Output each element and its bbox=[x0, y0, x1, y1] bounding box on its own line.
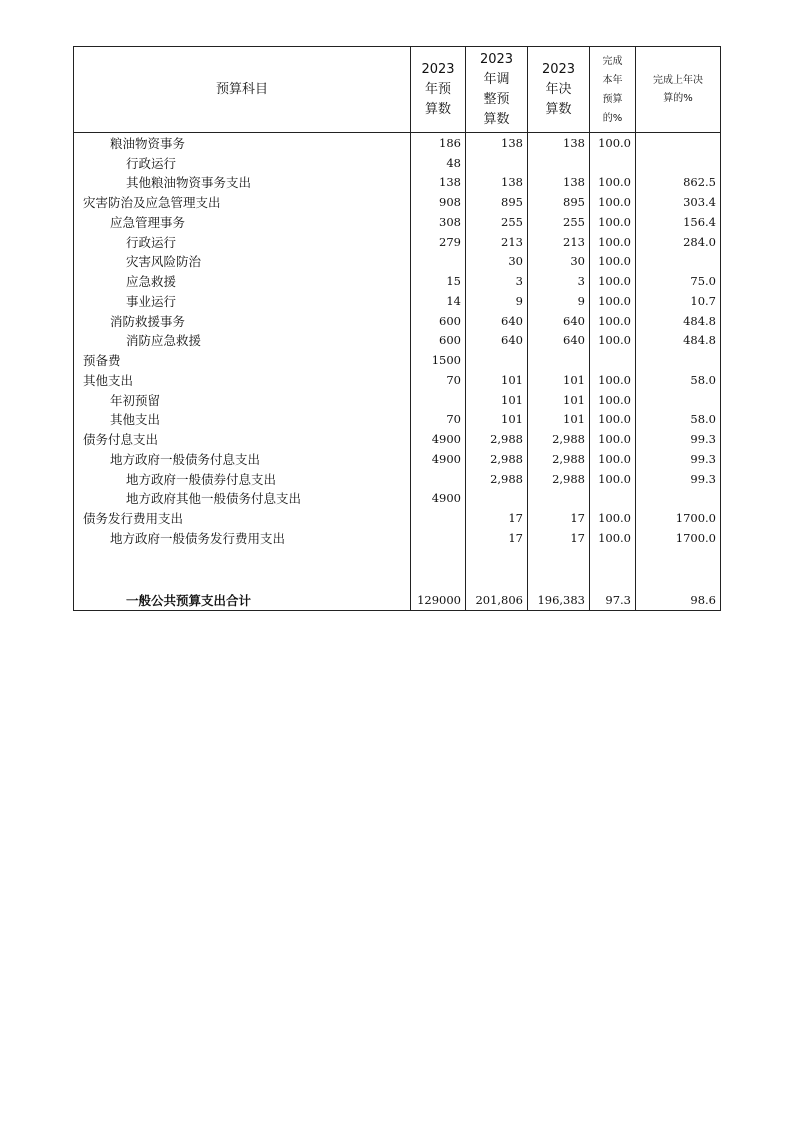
table-row bbox=[74, 232, 721, 252]
cell-prev-year-rate bbox=[636, 133, 721, 153]
cell-budget: 4900 bbox=[411, 449, 466, 469]
cell-subject: 地方政府一般债务发行费用支出 bbox=[74, 528, 411, 548]
table-row bbox=[74, 370, 721, 390]
cell-prev-year-rate: 1700.0 bbox=[636, 508, 721, 528]
cell-adjusted-budget: 3 bbox=[466, 271, 528, 291]
cell-completion-rate bbox=[590, 350, 636, 370]
cell-final-accounts: 255 bbox=[528, 212, 590, 232]
cell-adjusted-budget: 101 bbox=[466, 370, 528, 390]
cell-budget: 4900 bbox=[411, 429, 466, 449]
header-budget: 2023 年预 算数 bbox=[411, 47, 466, 133]
cell-adjusted-budget: 255 bbox=[466, 212, 528, 232]
cell-prev-year-rate: 58.0 bbox=[636, 410, 721, 430]
table-body bbox=[74, 133, 721, 611]
cell-adjusted-budget: 2,988 bbox=[466, 469, 528, 489]
cell-final-accounts: 17 bbox=[528, 528, 590, 548]
cell-subject: 年初预留 bbox=[74, 390, 411, 410]
cell-budget: 14 bbox=[411, 291, 466, 311]
cell-prev-year-rate bbox=[636, 390, 721, 410]
cell-completion-rate: 100.0 bbox=[590, 410, 636, 430]
cell-prev-year-rate: 284.0 bbox=[636, 232, 721, 252]
table-row bbox=[74, 212, 721, 232]
cell-completion-rate: 100.0 bbox=[590, 311, 636, 331]
cell-adjusted-budget bbox=[466, 489, 528, 509]
cell-adjusted-budget: 640 bbox=[466, 311, 528, 331]
cell-prev-year-rate: 99.3 bbox=[636, 469, 721, 489]
cell-subject: 行政运行 bbox=[74, 232, 411, 252]
cell-subject: 粮油物资事务 bbox=[74, 133, 411, 153]
cell-subject: 灾害防治及应急管理支出 bbox=[74, 192, 411, 212]
cell-final-accounts: 2,988 bbox=[528, 429, 590, 449]
cell-subject: 消防救援事务 bbox=[74, 311, 411, 331]
cell-completion-rate: 100.0 bbox=[590, 331, 636, 351]
cell-budget: 279 bbox=[411, 232, 466, 252]
cell-budget bbox=[411, 469, 466, 489]
cell-prev-year-rate: 10.7 bbox=[636, 291, 721, 311]
cell-completion-rate: 100.0 bbox=[590, 133, 636, 153]
cell-subject: 应急救援 bbox=[74, 271, 411, 291]
empty-cell bbox=[466, 548, 528, 590]
cell-subject: 地方政府其他一般债务付息支出 bbox=[74, 489, 411, 509]
cell-adjusted-budget: 30 bbox=[466, 252, 528, 272]
cell-final-accounts: 30 bbox=[528, 252, 590, 272]
empty-cell bbox=[636, 548, 721, 590]
table-row bbox=[74, 489, 721, 509]
table-row bbox=[74, 410, 721, 430]
cell-final-accounts: 138 bbox=[528, 173, 590, 193]
cell-budget bbox=[411, 528, 466, 548]
cell-final-accounts: 101 bbox=[528, 370, 590, 390]
cell-adjusted-budget bbox=[466, 350, 528, 370]
total-label: 一般公共预算支出合计 bbox=[74, 590, 411, 611]
header-completion-rate-prev-year: 完成上年决 算的% bbox=[636, 47, 721, 133]
total-row bbox=[74, 590, 721, 611]
cell-prev-year-rate: 484.8 bbox=[636, 311, 721, 331]
cell-adjusted-budget: 138 bbox=[466, 133, 528, 153]
cell-completion-rate: 100.0 bbox=[590, 508, 636, 528]
empty-cell bbox=[74, 548, 411, 590]
empty-cell bbox=[528, 548, 590, 590]
cell-budget: 308 bbox=[411, 212, 466, 232]
table-row bbox=[74, 133, 721, 153]
table-row bbox=[74, 429, 721, 449]
total-cell-budget: 129000 bbox=[411, 590, 466, 611]
cell-budget: 600 bbox=[411, 311, 466, 331]
total-cell-adjusted-budget: 201,806 bbox=[466, 590, 528, 611]
cell-completion-rate: 100.0 bbox=[590, 291, 636, 311]
table-row bbox=[74, 331, 721, 351]
table-row bbox=[74, 153, 721, 173]
cell-budget: 70 bbox=[411, 410, 466, 430]
cell-adjusted-budget: 101 bbox=[466, 410, 528, 430]
table-row bbox=[74, 449, 721, 469]
cell-adjusted-budget: 17 bbox=[466, 508, 528, 528]
cell-subject: 事业运行 bbox=[74, 291, 411, 311]
cell-completion-rate: 100.0 bbox=[590, 449, 636, 469]
cell-completion-rate bbox=[590, 153, 636, 173]
cell-final-accounts: 138 bbox=[528, 133, 590, 153]
cell-subject: 债务付息支出 bbox=[74, 429, 411, 449]
cell-final-accounts: 895 bbox=[528, 192, 590, 212]
cell-subject: 灾害风险防治 bbox=[74, 252, 411, 272]
cell-completion-rate bbox=[590, 489, 636, 509]
cell-prev-year-rate: 99.3 bbox=[636, 429, 721, 449]
cell-final-accounts: 9 bbox=[528, 291, 590, 311]
empty-cell bbox=[411, 548, 466, 590]
cell-subject: 行政运行 bbox=[74, 153, 411, 173]
cell-budget: 4900 bbox=[411, 489, 466, 509]
cell-adjusted-budget: 213 bbox=[466, 232, 528, 252]
cell-prev-year-rate: 99.3 bbox=[636, 449, 721, 469]
cell-adjusted-budget: 895 bbox=[466, 192, 528, 212]
cell-budget bbox=[411, 252, 466, 272]
cell-subject: 应急管理事务 bbox=[74, 212, 411, 232]
cell-prev-year-rate: 58.0 bbox=[636, 370, 721, 390]
header-subject: 预算科目 bbox=[74, 47, 411, 133]
cell-prev-year-rate: 1700.0 bbox=[636, 528, 721, 548]
empty-cell bbox=[590, 548, 636, 590]
table-row bbox=[74, 469, 721, 489]
total-cell-final-accounts: 196,383 bbox=[528, 590, 590, 611]
cell-budget: 186 bbox=[411, 133, 466, 153]
table-row bbox=[74, 271, 721, 291]
table-row bbox=[74, 192, 721, 212]
cell-budget: 138 bbox=[411, 173, 466, 193]
cell-final-accounts: 2,988 bbox=[528, 469, 590, 489]
cell-budget: 70 bbox=[411, 370, 466, 390]
cell-adjusted-budget: 9 bbox=[466, 291, 528, 311]
total-cell-completion-rate: 97.3 bbox=[590, 590, 636, 611]
cell-completion-rate: 100.0 bbox=[590, 429, 636, 449]
header-final-accounts: 2023 年决 算数 bbox=[528, 47, 590, 133]
cell-completion-rate: 100.0 bbox=[590, 192, 636, 212]
table-row bbox=[74, 528, 721, 548]
table-row bbox=[74, 350, 721, 370]
cell-budget: 48 bbox=[411, 153, 466, 173]
cell-prev-year-rate bbox=[636, 350, 721, 370]
cell-budget: 15 bbox=[411, 271, 466, 291]
cell-final-accounts: 101 bbox=[528, 410, 590, 430]
cell-subject: 地方政府一般债务付息支出 bbox=[74, 449, 411, 469]
cell-final-accounts: 3 bbox=[528, 271, 590, 291]
cell-subject: 其他支出 bbox=[74, 370, 411, 390]
cell-prev-year-rate bbox=[636, 489, 721, 509]
cell-completion-rate: 100.0 bbox=[590, 390, 636, 410]
cell-prev-year-rate: 156.4 bbox=[636, 212, 721, 232]
cell-prev-year-rate bbox=[636, 252, 721, 272]
cell-prev-year-rate: 75.0 bbox=[636, 271, 721, 291]
cell-final-accounts bbox=[528, 153, 590, 173]
table-header-row bbox=[74, 47, 721, 133]
cell-final-accounts: 213 bbox=[528, 232, 590, 252]
header-adjusted-budget: 2023 年调 整预 算数 bbox=[466, 47, 528, 133]
table-row bbox=[74, 252, 721, 272]
cell-final-accounts: 17 bbox=[528, 508, 590, 528]
cell-budget: 908 bbox=[411, 192, 466, 212]
table-row bbox=[74, 173, 721, 193]
cell-adjusted-budget: 17 bbox=[466, 528, 528, 548]
cell-budget: 600 bbox=[411, 331, 466, 351]
table-row bbox=[74, 311, 721, 331]
cell-final-accounts bbox=[528, 350, 590, 370]
cell-subject: 其他支出 bbox=[74, 410, 411, 430]
cell-adjusted-budget: 2,988 bbox=[466, 429, 528, 449]
spacer-row bbox=[74, 548, 721, 590]
cell-final-accounts bbox=[528, 489, 590, 509]
total-cell-prev-year-rate: 98.6 bbox=[636, 590, 721, 611]
cell-budget bbox=[411, 390, 466, 410]
cell-budget: 1500 bbox=[411, 350, 466, 370]
table-row bbox=[74, 291, 721, 311]
cell-final-accounts: 2,988 bbox=[528, 449, 590, 469]
cell-completion-rate: 100.0 bbox=[590, 370, 636, 390]
cell-budget bbox=[411, 508, 466, 528]
cell-prev-year-rate bbox=[636, 153, 721, 173]
cell-completion-rate: 100.0 bbox=[590, 173, 636, 193]
cell-subject: 其他粮油物资事务支出 bbox=[74, 173, 411, 193]
cell-subject: 债务发行费用支出 bbox=[74, 508, 411, 528]
cell-adjusted-budget: 2,988 bbox=[466, 449, 528, 469]
table-row bbox=[74, 508, 721, 528]
cell-adjusted-budget: 640 bbox=[466, 331, 528, 351]
cell-subject: 预备费 bbox=[74, 350, 411, 370]
cell-completion-rate: 100.0 bbox=[590, 469, 636, 489]
cell-final-accounts: 640 bbox=[528, 311, 590, 331]
cell-adjusted-budget: 138 bbox=[466, 173, 528, 193]
cell-subject: 消防应急救援 bbox=[74, 331, 411, 351]
cell-completion-rate: 100.0 bbox=[590, 252, 636, 272]
cell-prev-year-rate: 862.5 bbox=[636, 173, 721, 193]
header-completion-rate-budget: 完成 本年 预算 的% bbox=[590, 47, 636, 133]
cell-completion-rate: 100.0 bbox=[590, 212, 636, 232]
cell-subject: 地方政府一般债券付息支出 bbox=[74, 469, 411, 489]
cell-completion-rate: 100.0 bbox=[590, 528, 636, 548]
cell-prev-year-rate: 484.8 bbox=[636, 331, 721, 351]
cell-prev-year-rate: 303.4 bbox=[636, 192, 721, 212]
cell-adjusted-budget: 101 bbox=[466, 390, 528, 410]
cell-completion-rate: 100.0 bbox=[590, 232, 636, 252]
table-row bbox=[74, 390, 721, 410]
budget-expenditure-table bbox=[73, 46, 721, 611]
cell-adjusted-budget bbox=[466, 153, 528, 173]
cell-final-accounts: 101 bbox=[528, 390, 590, 410]
cell-final-accounts: 640 bbox=[528, 331, 590, 351]
cell-completion-rate: 100.0 bbox=[590, 271, 636, 291]
